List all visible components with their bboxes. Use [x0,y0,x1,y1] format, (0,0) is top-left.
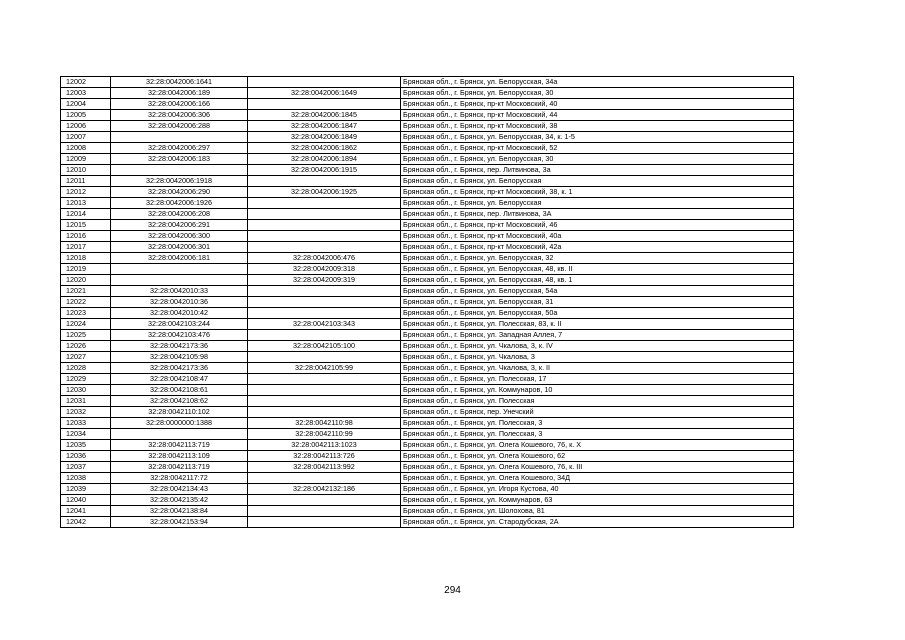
table-row [61,88,794,99]
row-number-cell: 12012 [61,187,111,198]
row-number-cell: 12021 [61,286,111,297]
table-row [61,77,794,88]
related-cadastral-number-cell: 32:28:0042006:1849 [248,132,401,143]
table-row [61,176,794,187]
related-cadastral-number-cell [248,385,401,396]
address-cell: Брянская обл., г. Брянск, ул. Белорусская, 32 [401,253,794,264]
row-number-cell: 12032 [61,407,111,418]
table-row [61,242,794,253]
address-cell: Брянская обл., г. Брянск, пр-кт Московский, 40 [401,99,794,110]
row-number-cell: 12040 [61,495,111,506]
address-cell: Брянская обл., г. Брянск, ул. Белорусская [401,176,794,187]
address-cell: Брянская обл., г. Брянск, ул. Западная Аллея, 7 [401,330,794,341]
address-cell: Брянская обл., г. Брянск, ул. Полесская, 17 [401,374,794,385]
cadastral-number-cell: 32:28:0042110:102 [111,407,248,418]
cadastral-number-cell: 32:28:0042006:181 [111,253,248,264]
cadastral-number-cell: 32:28:0042006:306 [111,110,248,121]
table-row [61,374,794,385]
address-cell: Брянская обл., г. Брянск, пр-кт Московский, 42а [401,242,794,253]
related-cadastral-number-cell: 32:28:0042113:1023 [248,440,401,451]
address-cell: Брянская обл., г. Брянск, ул. Полесская, 3 [401,429,794,440]
table-row [61,495,794,506]
cadastral-number-cell: 32:28:0042006:189 [111,88,248,99]
row-number-cell: 12010 [61,165,111,176]
address-cell: Брянская обл., г. Брянск, ул. Полесская, 83, к. II [401,319,794,330]
row-number-cell: 12020 [61,275,111,286]
row-number-cell: 12006 [61,121,111,132]
cadastral-number-cell: 32:28:0042006:288 [111,121,248,132]
cadastral-number-cell: 32:28:0000000:1388 [111,418,248,429]
row-number-cell: 12022 [61,297,111,308]
related-cadastral-number-cell [248,242,401,253]
row-number-cell: 12029 [61,374,111,385]
address-cell: Брянская обл., г. Брянск, ул. Чкалова, 3, к. II [401,363,794,374]
table-row [61,253,794,264]
table-row [61,484,794,495]
row-number-cell: 12037 [61,462,111,473]
related-cadastral-number-cell [248,220,401,231]
table-row [61,440,794,451]
related-cadastral-number-cell [248,176,401,187]
address-cell: Брянская обл., г. Брянск, пр-кт Московский, 46 [401,220,794,231]
address-cell: Брянская обл., г. Брянск, ул. Коммунаров, 63 [401,495,794,506]
address-cell: Брянская обл., г. Брянск, пр-кт Московский, 52 [401,143,794,154]
row-number-cell: 12025 [61,330,111,341]
cadastral-number-cell: 32:28:0042105:98 [111,352,248,363]
related-cadastral-number-cell: 32:28:0042105:100 [248,341,401,352]
row-number-cell: 12009 [61,154,111,165]
cadastral-number-cell: 32:28:0042173:36 [111,341,248,352]
address-cell: Брянская обл., г. Брянск, ул. Белорусская, 50а [401,308,794,319]
table-row [61,506,794,517]
related-cadastral-number-cell [248,407,401,418]
related-cadastral-number-cell [248,198,401,209]
related-cadastral-number-cell [248,297,401,308]
table-row [61,429,794,440]
related-cadastral-number-cell: 32:28:0042006:1915 [248,165,401,176]
related-cadastral-number-cell [248,506,401,517]
table-row [61,220,794,231]
related-cadastral-number-cell: 32:28:0042006:1925 [248,187,401,198]
table-row [61,319,794,330]
cadastral-number-cell: 32:28:0042006:301 [111,242,248,253]
related-cadastral-number-cell: 32:28:0042113:726 [248,451,401,462]
table-row [61,132,794,143]
cadastral-register-table [60,76,794,528]
row-number-cell: 12039 [61,484,111,495]
address-cell: Брянская обл., г. Брянск, ул. Полесская [401,396,794,407]
table-row [61,231,794,242]
related-cadastral-number-cell: 32:28:0042006:1649 [248,88,401,99]
related-cadastral-number-cell [248,77,401,88]
cadastral-number-cell: 32:28:0042108:62 [111,396,248,407]
cadastral-number-cell: 32:28:0042134:43 [111,484,248,495]
cadastral-number-cell: 32:28:0042006:297 [111,143,248,154]
address-cell: Брянская обл., г. Брянск, ул. Чкалова, 3 [401,352,794,363]
table-row [61,352,794,363]
row-number-cell: 12035 [61,440,111,451]
address-cell: Брянская обл., г. Брянск, пер. Литвинова, 3а [401,165,794,176]
table-row [61,209,794,220]
related-cadastral-number-cell [248,396,401,407]
related-cadastral-number-cell [248,374,401,385]
cadastral-number-cell: 32:28:0042006:166 [111,99,248,110]
row-number-cell: 12030 [61,385,111,396]
address-cell: Брянская обл., г. Брянск, ул. Белорусская, 48, кв. II [401,264,794,275]
related-cadastral-number-cell: 32:28:0042110:99 [248,429,401,440]
cadastral-number-cell [111,275,248,286]
cadastral-number-cell: 32:28:0042006:1641 [111,77,248,88]
row-number-cell: 12017 [61,242,111,253]
related-cadastral-number-cell [248,99,401,110]
table-row [61,462,794,473]
related-cadastral-number-cell: 32:28:0042009:318 [248,264,401,275]
row-number-cell: 12026 [61,341,111,352]
table-row [61,308,794,319]
cadastral-number-cell: 32:28:0042113:719 [111,462,248,473]
table-row [61,143,794,154]
row-number-cell: 12004 [61,99,111,110]
related-cadastral-number-cell [248,473,401,484]
table-row [61,121,794,132]
table-row [61,165,794,176]
cadastral-number-cell: 32:28:0042006:290 [111,187,248,198]
related-cadastral-number-cell: 32:28:0042110:98 [248,418,401,429]
row-number-cell: 12027 [61,352,111,363]
row-number-cell: 12024 [61,319,111,330]
cadastral-number-cell: 32:28:0042006:1926 [111,198,248,209]
row-number-cell: 12028 [61,363,111,374]
address-cell: Брянская обл., г. Брянск, ул. Олега Кошевого, 76, к. X [401,440,794,451]
table-row [61,275,794,286]
address-cell: Брянская обл., г. Брянск, пр-кт Московский, 38, к. 1 [401,187,794,198]
table-row [61,418,794,429]
related-cadastral-number-cell [248,495,401,506]
row-number-cell: 12007 [61,132,111,143]
cadastral-number-cell: 32:28:0042113:719 [111,440,248,451]
row-number-cell: 12041 [61,506,111,517]
related-cadastral-number-cell: 32:28:0042006:1894 [248,154,401,165]
address-cell: Брянская обл., г. Брянск, ул. Белорусская, 30 [401,88,794,99]
related-cadastral-number-cell [248,308,401,319]
address-cell: Брянская обл., г. Брянск, ул. Белорусская [401,198,794,209]
table-row [61,473,794,484]
address-cell: Брянская обл., г. Брянск, ул. Коммунаров, 10 [401,385,794,396]
related-cadastral-number-cell [248,286,401,297]
table-row [61,286,794,297]
cadastral-number-cell: 32:28:0042113:109 [111,451,248,462]
address-cell: Брянская обл., г. Брянск, ул. Белорусская, 54а [401,286,794,297]
row-number-cell: 12015 [61,220,111,231]
table-row [61,264,794,275]
cadastral-number-cell: 32:28:0042006:1918 [111,176,248,187]
related-cadastral-number-cell [248,231,401,242]
cadastral-number-cell: 32:28:0042153:94 [111,517,248,528]
cadastral-number-cell: 32:28:0042006:208 [111,209,248,220]
address-cell: Брянская обл., г. Брянск, ул. Белорусская, 34, к. 1-5 [401,132,794,143]
cadastral-number-cell [111,429,248,440]
cadastral-number-cell: 32:28:0042006:300 [111,231,248,242]
address-cell: Брянская обл., г. Брянск, пер. Литвинова, 3А [401,209,794,220]
address-cell: Брянская обл., г. Брянск, ул. Полесская, 3 [401,418,794,429]
row-number-cell: 12033 [61,418,111,429]
row-number-cell: 12005 [61,110,111,121]
related-cadastral-number-cell [248,517,401,528]
table-row [61,341,794,352]
related-cadastral-number-cell [248,330,401,341]
related-cadastral-number-cell [248,352,401,363]
table-row [61,99,794,110]
cadastral-number-cell: 32:28:0042108:61 [111,385,248,396]
table-row [61,396,794,407]
row-number-cell: 12014 [61,209,111,220]
address-cell: Брянская обл., г. Брянск, ул. Белорусская, 30 [401,154,794,165]
cadastral-number-cell: 32:28:0042108:47 [111,374,248,385]
address-cell: Брянская обл., г. Брянск, пр-кт Московский, 40а [401,231,794,242]
address-cell: Брянская обл., г. Брянск, ул. Белорусская, 34а [401,77,794,88]
cadastral-number-cell: 32:28:0042138:84 [111,506,248,517]
cadastral-number-cell: 32:28:0042103:244 [111,319,248,330]
page-number: 294 [444,585,461,596]
table-row [61,154,794,165]
cadastral-number-cell: 32:28:0042006:291 [111,220,248,231]
table-row [61,198,794,209]
row-number-cell: 12019 [61,264,111,275]
cadastral-number-cell [111,132,248,143]
row-number-cell: 12002 [61,77,111,88]
table-row [61,297,794,308]
table-row [61,110,794,121]
address-cell: Брянская обл., г. Брянск, пер. Унечский [401,407,794,418]
row-number-cell: 12003 [61,88,111,99]
row-number-cell: 12031 [61,396,111,407]
row-number-cell: 12042 [61,517,111,528]
address-cell: Брянская обл., г. Брянск, ул. Чкалова, 3, к. IV [401,341,794,352]
related-cadastral-number-cell: 32:28:0042105:99 [248,363,401,374]
address-cell: Брянская обл., г. Брянск, ул. Олега Кошевого, 76, к. III [401,462,794,473]
related-cadastral-number-cell: 32:28:0042113:992 [248,462,401,473]
related-cadastral-number-cell: 32:28:0042009:319 [248,275,401,286]
cadastral-number-cell: 32:28:0042010:33 [111,286,248,297]
related-cadastral-number-cell: 32:28:0042006:476 [248,253,401,264]
row-number-cell: 12038 [61,473,111,484]
related-cadastral-number-cell: 32:28:0042006:1862 [248,143,401,154]
cadastral-number-cell: 32:28:0042010:42 [111,308,248,319]
table-row [61,517,794,528]
related-cadastral-number-cell [248,209,401,220]
table-row [61,187,794,198]
row-number-cell: 12023 [61,308,111,319]
address-cell: Брянская обл., г. Брянск, пр-кт Московский, 38 [401,121,794,132]
address-cell: Брянская обл., г. Брянск, ул. Игоря Кустова, 40 [401,484,794,495]
row-number-cell: 12018 [61,253,111,264]
table-row [61,451,794,462]
table-row [61,385,794,396]
row-number-cell: 12011 [61,176,111,187]
related-cadastral-number-cell: 32:28:0042103:343 [248,319,401,330]
address-cell: Брянская обл., г. Брянск, ул. Шолохова, 81 [401,506,794,517]
table-row [61,330,794,341]
related-cadastral-number-cell: 32:28:0042132:186 [248,484,401,495]
row-number-cell: 12036 [61,451,111,462]
related-cadastral-number-cell: 32:28:0042006:1847 [248,121,401,132]
row-number-cell: 12013 [61,198,111,209]
cadastral-number-cell: 32:28:0042135:42 [111,495,248,506]
row-number-cell: 12016 [61,231,111,242]
cadastral-number-cell [111,264,248,275]
cadastral-number-cell: 32:28:0042103:476 [111,330,248,341]
row-number-cell: 12008 [61,143,111,154]
address-cell: Брянская обл., г. Брянск, пр-кт Московский, 44 [401,110,794,121]
related-cadastral-number-cell: 32:28:0042006:1845 [248,110,401,121]
table-row [61,363,794,374]
address-cell: Брянская обл., г. Брянск, ул. Олега Кошевого, 62 [401,451,794,462]
row-number-cell: 12034 [61,429,111,440]
address-cell: Брянская обл., г. Брянск, ул. Стародубская, 2А [401,517,794,528]
cadastral-number-cell: 32:28:0042010:36 [111,297,248,308]
table-body [61,77,794,528]
address-cell: Брянская обл., г. Брянск, ул. Белорусская, 48, кв. 1 [401,275,794,286]
address-cell: Брянская обл., г. Брянск, ул. Олега Кошевого, 34Д [401,473,794,484]
cadastral-number-cell [111,165,248,176]
table-row [61,407,794,418]
address-cell: Брянская обл., г. Брянск, ул. Белорусская, 31 [401,297,794,308]
cadastral-number-cell: 32:28:0042117:72 [111,473,248,484]
cadastral-number-cell: 32:28:0042173:36 [111,363,248,374]
cadastral-number-cell: 32:28:0042006:183 [111,154,248,165]
